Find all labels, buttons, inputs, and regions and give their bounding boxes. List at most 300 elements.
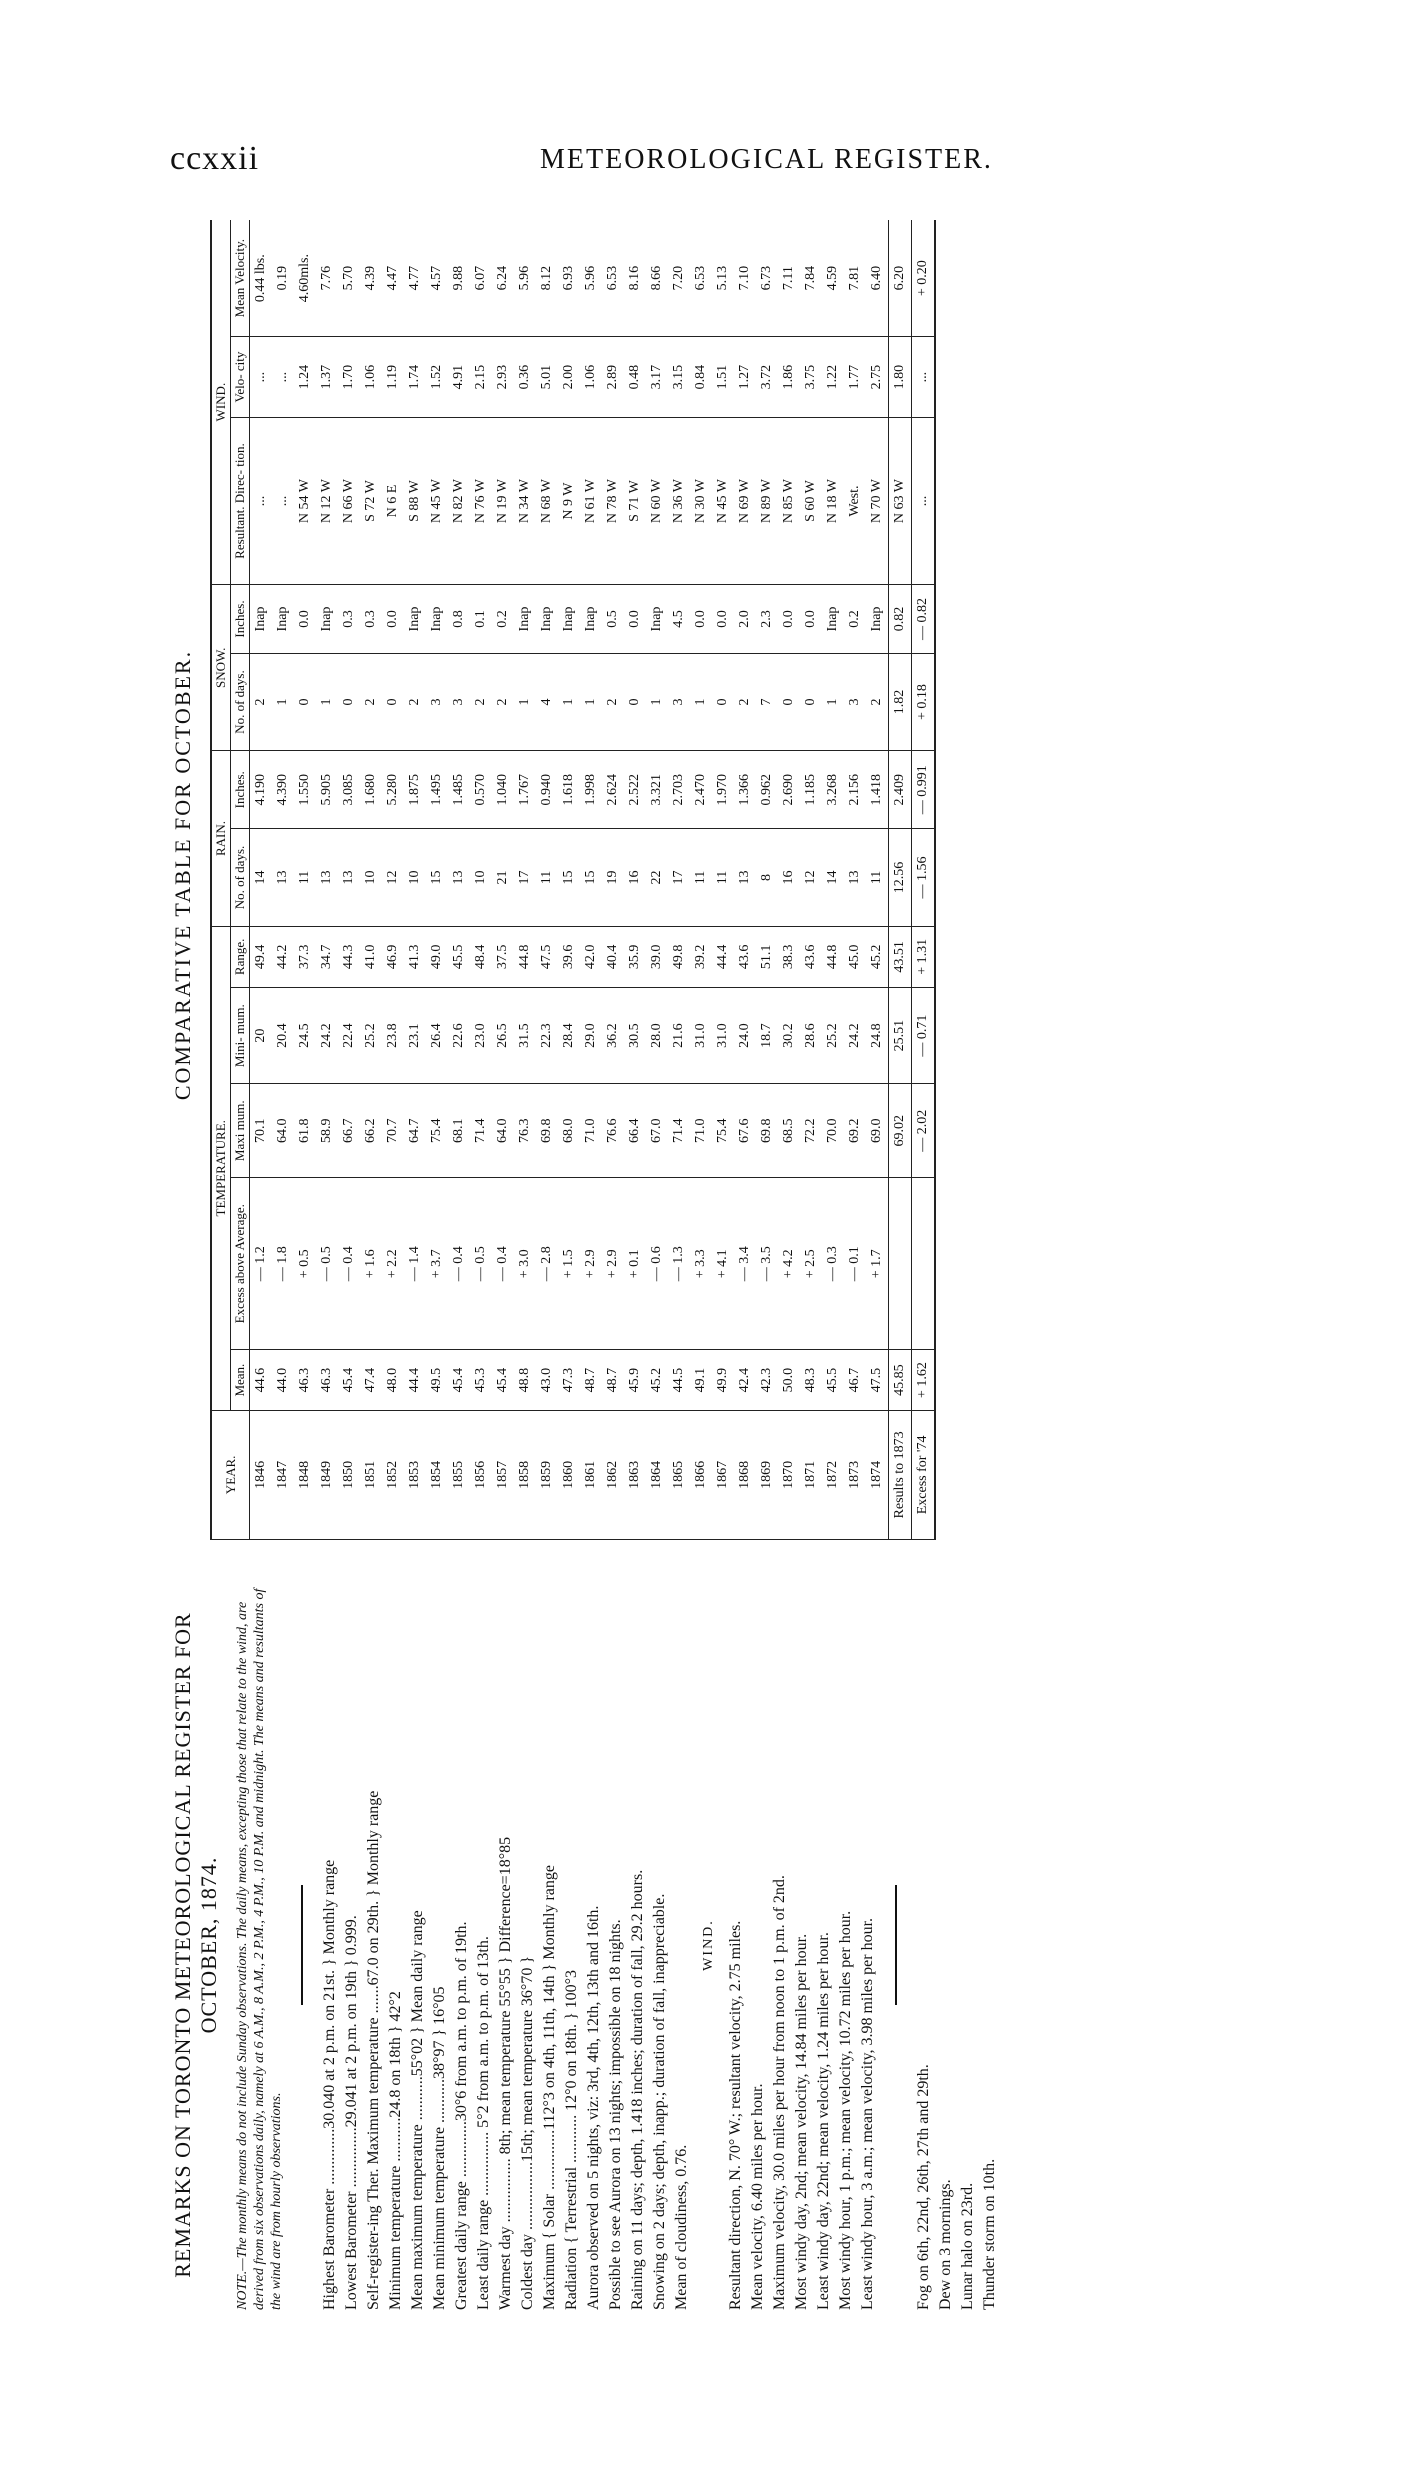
table-cell: 61.8: [294, 1084, 316, 1178]
table-cell: N 36 W: [668, 417, 690, 584]
table-cell: 1868: [734, 1410, 756, 1539]
table-cell: + 2.9: [602, 1178, 624, 1350]
table-row: [448, 220, 470, 1540]
table-cell: Inap: [514, 585, 536, 654]
table-cell: 0: [338, 653, 360, 751]
table-cell: 43.51: [889, 926, 912, 987]
table-cell: + 2.2: [382, 1178, 404, 1350]
table-cell: 46.7: [844, 1350, 866, 1410]
table-cell: — 2.8: [536, 1178, 558, 1350]
table-cell: 1847: [272, 1410, 294, 1539]
table-cell: 1.550: [294, 751, 316, 829]
table-cell: 4.39: [360, 220, 382, 337]
table-cell: 1850: [338, 1410, 360, 1539]
table-cell: 2: [470, 653, 492, 751]
table-cell: 13: [844, 829, 866, 927]
table-cell: 45.2: [866, 926, 889, 987]
table-cell: 69.02: [889, 1084, 912, 1178]
table-cell: 1869: [756, 1410, 778, 1539]
table-cell: 5.13: [712, 220, 734, 337]
table-cell: 68.1: [448, 1084, 470, 1178]
table-cell: 1846: [250, 1410, 273, 1539]
table-cell: 1.485: [448, 751, 470, 829]
table-cell: 44.8: [822, 926, 844, 987]
table-cell: 3.15: [668, 337, 690, 418]
table-cell: 1.970: [712, 751, 734, 829]
table-cell: 2.93: [492, 337, 514, 418]
table-cell: — 3.4: [734, 1178, 756, 1350]
table-cell: 4.190: [250, 751, 273, 829]
table-cell: 70.7: [382, 1084, 404, 1178]
table-cell: 69.8: [536, 1084, 558, 1178]
table-cell: Inap: [558, 585, 580, 654]
table-cell: 1.80: [889, 337, 912, 418]
column-header-row: [231, 220, 250, 1540]
table-cell: 2: [734, 653, 756, 751]
table-cell: 0.2: [844, 585, 866, 654]
table-cell: N 9 W: [558, 417, 580, 584]
table-cell: 64.0: [272, 1084, 294, 1178]
table-cell: — 1.3: [668, 1178, 690, 1350]
table-cell: 71.4: [470, 1084, 492, 1178]
table-cell: 4.91: [448, 337, 470, 418]
table-cell: 2.156: [844, 751, 866, 829]
column-header: Maxi mum.: [231, 1084, 250, 1178]
table-row: [778, 220, 800, 1540]
table-cell: 10: [404, 829, 426, 927]
group-header-year: YEAR.: [211, 1410, 250, 1539]
table-cell: 2.703: [668, 751, 690, 829]
table-cell: 1.22: [822, 337, 844, 418]
table-cell: N 6 E: [382, 417, 404, 584]
table-cell: 67.0: [646, 1084, 668, 1178]
table-cell: 1865: [668, 1410, 690, 1539]
table-cell: 70.0: [822, 1084, 844, 1178]
table-cell: 9.88: [448, 220, 470, 337]
table-cell: + 1.6: [360, 1178, 382, 1350]
table-cell: 6.07: [470, 220, 492, 337]
table-cell: 24.8: [866, 987, 889, 1084]
table-cell: ...: [912, 337, 936, 418]
table-cell: 0.8: [448, 585, 470, 654]
table-cell: 22.3: [536, 987, 558, 1084]
table-cell: + 3.7: [426, 1178, 448, 1350]
table-cell: 0.0: [778, 585, 800, 654]
remark-line: Least windy hour, 3 a.m.; mean velocity, 3.98 miles per hour.: [859, 1917, 876, 2310]
table-cell: + 0.20: [912, 220, 936, 337]
table-cell: — 1.2: [250, 1178, 273, 1350]
table-cell: 2.15: [470, 337, 492, 418]
table-cell: 48.7: [580, 1350, 602, 1410]
table-cell: 45.85: [889, 1350, 912, 1410]
page-header: [0, 140, 1427, 190]
table-cell: 45.3: [470, 1350, 492, 1410]
table-cell: 16: [624, 829, 646, 927]
table-cell: + 2.5: [800, 1178, 822, 1350]
table-cell: 11: [294, 829, 316, 927]
table-cell: 2.0: [734, 585, 756, 654]
table-cell: N 30 W: [690, 417, 712, 584]
table-cell: 3.268: [822, 751, 844, 829]
table-cell: ...: [250, 417, 273, 584]
table-cell: 14: [250, 829, 273, 927]
table-cell: 64.7: [404, 1084, 426, 1178]
table-cell: 38.3: [778, 926, 800, 987]
table-cell: + 4.1: [712, 1178, 734, 1350]
comparative-column: [160, 210, 1300, 1540]
table-cell: 3.72: [756, 337, 778, 418]
remark-line: Mean velocity, 6.40 miles per hour.: [749, 2083, 766, 2310]
table-cell: + 0.1: [624, 1178, 646, 1350]
table-cell: 1: [316, 653, 338, 751]
table-cell: S 72 W: [360, 417, 382, 584]
table-cell: 48.7: [602, 1350, 624, 1410]
table-cell: 7.10: [734, 220, 756, 337]
table-cell: 45.5: [448, 926, 470, 987]
table-cell: 66.2: [360, 1084, 382, 1178]
table-cell: 5.280: [382, 751, 404, 829]
table-cell: 23.8: [382, 987, 404, 1084]
table-cell: 26.4: [426, 987, 448, 1084]
table-cell: 46.9: [382, 926, 404, 987]
group-header-wind: WIND.: [211, 220, 231, 585]
remarks-column: [160, 1560, 1300, 2330]
table-cell: 12.56: [889, 829, 912, 927]
table-cell: 6.20: [889, 220, 912, 337]
table-row: [338, 220, 360, 1540]
remark-line: Resultant direction, N. 70° W.; resultant velocity, 2.75 miles.: [727, 1920, 744, 2310]
table-cell: 71.0: [690, 1084, 712, 1178]
table-cell: 0: [624, 653, 646, 751]
column-header: No. of days.: [231, 829, 250, 927]
table-cell: 11: [866, 829, 889, 927]
table-cell: 25.51: [889, 987, 912, 1084]
table-cell: 6.53: [602, 220, 624, 337]
table-cell: 2.409: [889, 751, 912, 829]
table-cell: 1.70: [338, 337, 360, 418]
table-cell: + 1.31: [912, 926, 936, 987]
remark-line: Snowing on 2 days; depth, inapp.; duration of fall, inappreciable.: [651, 1893, 668, 2310]
table-cell: 0.0: [294, 585, 316, 654]
table-cell: 18.7: [756, 987, 778, 1084]
table-cell: 1: [514, 653, 536, 751]
table-cell: ...: [272, 337, 294, 418]
table-cell: 17: [514, 829, 536, 927]
column-header: Inches.: [231, 585, 250, 654]
column-header: No. of days.: [231, 653, 250, 751]
table-row: [514, 220, 536, 1540]
table-cell: 2: [866, 653, 889, 751]
table-row: [492, 220, 514, 1540]
table-row: [624, 220, 646, 1540]
table-cell: — 0.991: [912, 751, 936, 829]
table-cell: — 1.56: [912, 829, 936, 927]
remark-line: Dew on 3 mornings.: [937, 2179, 954, 2310]
table-cell: + 2.9: [580, 1178, 602, 1350]
table-cell: 0.940: [536, 751, 558, 829]
table-cell: 1867: [712, 1410, 734, 1539]
divider: [301, 1885, 303, 2005]
table-cell: 51.1: [756, 926, 778, 987]
table-cell: 4.5: [668, 585, 690, 654]
table-cell: — 0.3: [822, 1178, 844, 1350]
table-cell: 67.6: [734, 1084, 756, 1178]
table-cell: 36.2: [602, 987, 624, 1084]
table-cell: 1.998: [580, 751, 602, 829]
table-row: [382, 220, 404, 1540]
table-cell: 1.86: [778, 337, 800, 418]
table-cell: 2.522: [624, 751, 646, 829]
table-cell: 44.3: [338, 926, 360, 987]
table-row: [602, 220, 624, 1540]
table-cell: 49.8: [668, 926, 690, 987]
table-cell: 1863: [624, 1410, 646, 1539]
table-cell: 1.06: [580, 337, 602, 418]
table-cell: 7.81: [844, 220, 866, 337]
table-row: [734, 220, 756, 1540]
table-cell: 1.767: [514, 751, 536, 829]
table-cell: 0.570: [470, 751, 492, 829]
table-row: [889, 220, 912, 1540]
remark-line: Raining on 11 days; depth, 1.418 inches; duration of fall, 29.2 hours.: [629, 1869, 646, 2310]
table-cell: 13: [316, 829, 338, 927]
table-row: [822, 220, 844, 1540]
table-cell: 0.82: [889, 585, 912, 654]
group-header-row: [211, 220, 231, 1540]
table-cell: 44.6: [250, 1350, 273, 1410]
table-cell: 0.5: [602, 585, 624, 654]
table-cell: 2.89: [602, 337, 624, 418]
table-cell: 5.01: [536, 337, 558, 418]
table-cell: ...: [912, 417, 936, 584]
comparative-table: [210, 220, 936, 1540]
table-cell: 39.6: [558, 926, 580, 987]
table-cell: + 4.2: [778, 1178, 800, 1350]
table-cell: Inap: [580, 585, 602, 654]
table-cell: — 2.02: [912, 1084, 936, 1178]
table-cell: 15: [426, 829, 448, 927]
table-row: [558, 220, 580, 1540]
table-cell: 3: [668, 653, 690, 751]
table-cell: 43.6: [734, 926, 756, 987]
table-cell: 45.4: [448, 1350, 470, 1410]
table-cell: 2: [602, 653, 624, 751]
table-cell: 1.77: [844, 337, 866, 418]
remark-line: Fog on 6th, 22nd, 26th, 27th and 29th.: [915, 2064, 932, 2310]
table-row: [668, 220, 690, 1540]
table-cell: N 82 W: [448, 417, 470, 584]
table-cell: Inap: [426, 585, 448, 654]
table-cell: N 45 W: [712, 417, 734, 584]
table-cell: N 70 W: [866, 417, 889, 584]
group-header-rain: RAIN.: [211, 751, 231, 926]
table-cell: 2.470: [690, 751, 712, 829]
table-cell: 46.3: [294, 1350, 316, 1410]
table-cell: 47.5: [536, 926, 558, 987]
table-cell: 47.5: [866, 1350, 889, 1410]
table-cell: 43.6: [800, 926, 822, 987]
table-cell: 1854: [426, 1410, 448, 1539]
table-cell: 76.6: [602, 1084, 624, 1178]
table-cell: 3.085: [338, 751, 360, 829]
table-cell: 0.0: [800, 585, 822, 654]
table-cell: 47.3: [558, 1350, 580, 1410]
remarks-lines: [319, 1580, 693, 2310]
table-cell: S 88 W: [404, 417, 426, 584]
table-cell: 1866: [690, 1410, 712, 1539]
remark-line: Lowest Barometer ...............29.041 at 2 p.m. on 19th } 0.999.: [343, 1915, 360, 2310]
table-cell: 0.0: [382, 585, 404, 654]
table-cell: 6.24: [492, 220, 514, 337]
table-cell: 1860: [558, 1410, 580, 1539]
table-cell: 26.5: [492, 987, 514, 1084]
table-cell: 1857: [492, 1410, 514, 1539]
table-cell: 66.7: [338, 1084, 360, 1178]
table-cell: 44.4: [712, 926, 734, 987]
group-header-snow: SNOW.: [211, 585, 231, 751]
remark-line: Highest Barometer ..............30.040 at 2 p.m. on 21st. } Monthly range: [321, 1859, 338, 2310]
table-row: [912, 220, 936, 1540]
remark-line: Mean of cloudiness, 0.76.: [673, 2144, 690, 2310]
table-cell: 24.5: [294, 987, 316, 1084]
table-cell: + 0.5: [294, 1178, 316, 1350]
table-cell: 2: [360, 653, 382, 751]
table-cell: 41.3: [404, 926, 426, 987]
remark-line: Mean minimum temperature ...........38°97 } 16°05: [431, 1986, 448, 2310]
table-cell: 46.3: [316, 1350, 338, 1410]
table-cell: N 66 W: [338, 417, 360, 584]
table-cell: 11: [690, 829, 712, 927]
wind-heading: WIND.: [701, 1919, 716, 1971]
table-cell: 24.2: [844, 987, 866, 1084]
table-cell: 6.93: [558, 220, 580, 337]
table-cell: 7.20: [668, 220, 690, 337]
table-cell: + 0.18: [912, 653, 936, 751]
table-cell: West.: [844, 417, 866, 584]
table-cell: 28.4: [558, 987, 580, 1084]
table-cell: 1856: [470, 1410, 492, 1539]
table-cell: 1851: [360, 1410, 382, 1539]
table-cell: 23.0: [470, 987, 492, 1084]
table-cell: 1.366: [734, 751, 756, 829]
table-cell: 75.4: [712, 1084, 734, 1178]
table-cell: 0.19: [272, 220, 294, 337]
table-cell: 75.4: [426, 1084, 448, 1178]
table-cell: ...: [272, 417, 294, 584]
table-row: [272, 220, 294, 1540]
table-row: [800, 220, 822, 1540]
table-cell: S 71 W: [624, 417, 646, 584]
remark-line: Minimum temperature ...........24.8 on 18th } 42°2: [387, 1991, 404, 2310]
table-cell: Inap: [250, 585, 273, 654]
table-cell: 44.0: [272, 1350, 294, 1410]
table-row: [580, 220, 602, 1540]
table-cell: 1864: [646, 1410, 668, 1539]
remark-line: Warmest day ................ 8th; mean temperature 55°55 } Difference=18°85: [497, 1836, 514, 2310]
table-cell: 68.5: [778, 1084, 800, 1178]
comparative-title: COMPARATIVE TABLE FOR OCTOBER.: [170, 649, 195, 1101]
table-row: [426, 220, 448, 1540]
table-cell: [889, 1178, 912, 1350]
table-cell: 3: [844, 653, 866, 751]
table-cell: 4.390: [272, 751, 294, 829]
table-cell: 0.0: [690, 585, 712, 654]
table-cell: 2.624: [602, 751, 624, 829]
comparative-table-body: [250, 220, 936, 1540]
table-cell: 44.4: [404, 1350, 426, 1410]
table-cell: 49.5: [426, 1350, 448, 1410]
table-cell: 15: [558, 829, 580, 927]
table-cell: 4.57: [426, 220, 448, 337]
table-row: [404, 220, 426, 1540]
wind-lines: [725, 1580, 879, 2310]
table-cell: 69.8: [756, 1084, 778, 1178]
column-header: Mini- mum.: [231, 987, 250, 1084]
table-cell: 2: [250, 653, 273, 751]
remark-line: Maximum velocity, 30.0 miles per hour from noon to 1 p.m. of 2nd.: [771, 1875, 788, 2310]
table-cell: 6.53: [690, 220, 712, 337]
table-cell: 48.8: [514, 1350, 536, 1410]
table-cell: 12: [382, 829, 404, 927]
table-cell: 1873: [844, 1410, 866, 1539]
table-cell: N 18 W: [822, 417, 844, 584]
table-cell: 2: [492, 653, 514, 751]
column-header: Range.: [231, 926, 250, 987]
table-cell: 1861: [580, 1410, 602, 1539]
table-cell: 39.0: [646, 926, 668, 987]
column-header: Excess above Average.: [231, 1178, 250, 1350]
table-cell: 1.418: [866, 751, 889, 829]
table-cell: 16: [778, 829, 800, 927]
table-cell: 1.52: [426, 337, 448, 418]
table-cell: 0.48: [624, 337, 646, 418]
table-cell: Inap: [822, 585, 844, 654]
table-cell: Excess for '74: [912, 1410, 936, 1539]
table-cell: 1: [646, 653, 668, 751]
table-cell: 4.60mls.: [294, 220, 316, 337]
table-row: [844, 220, 866, 1540]
table-cell: 45.5: [822, 1350, 844, 1410]
table-cell: 44.2: [272, 926, 294, 987]
table-cell: 25.2: [822, 987, 844, 1084]
table-cell: 0.44 lbs.: [250, 220, 273, 337]
page-number: ccxxii: [170, 140, 260, 177]
table-cell: 39.2: [690, 926, 712, 987]
table-cell: Inap: [646, 585, 668, 654]
table-cell: 1862: [602, 1410, 624, 1539]
table-cell: 3.75: [800, 337, 822, 418]
table-cell: 1874: [866, 1410, 889, 1539]
table-cell: 5.96: [580, 220, 602, 337]
table-cell: 8.16: [624, 220, 646, 337]
table-cell: 13: [272, 829, 294, 927]
table-cell: 0.0: [712, 585, 734, 654]
table-cell: 76.3: [514, 1084, 536, 1178]
table-cell: 21: [492, 829, 514, 927]
table-cell: 1.495: [426, 751, 448, 829]
table-cell: Results to 1873: [889, 1410, 912, 1539]
table-cell: 8.66: [646, 220, 668, 337]
column-header: Inches.: [231, 751, 250, 829]
table-cell: 0: [294, 653, 316, 751]
table-cell: N 63 W: [889, 417, 912, 584]
table-cell: N 89 W: [756, 417, 778, 584]
table-cell: 0.3: [360, 585, 382, 654]
table-cell: 1: [580, 653, 602, 751]
table-cell: 2.00: [558, 337, 580, 418]
table-row: [294, 220, 316, 1540]
table-cell: + 1.5: [558, 1178, 580, 1350]
